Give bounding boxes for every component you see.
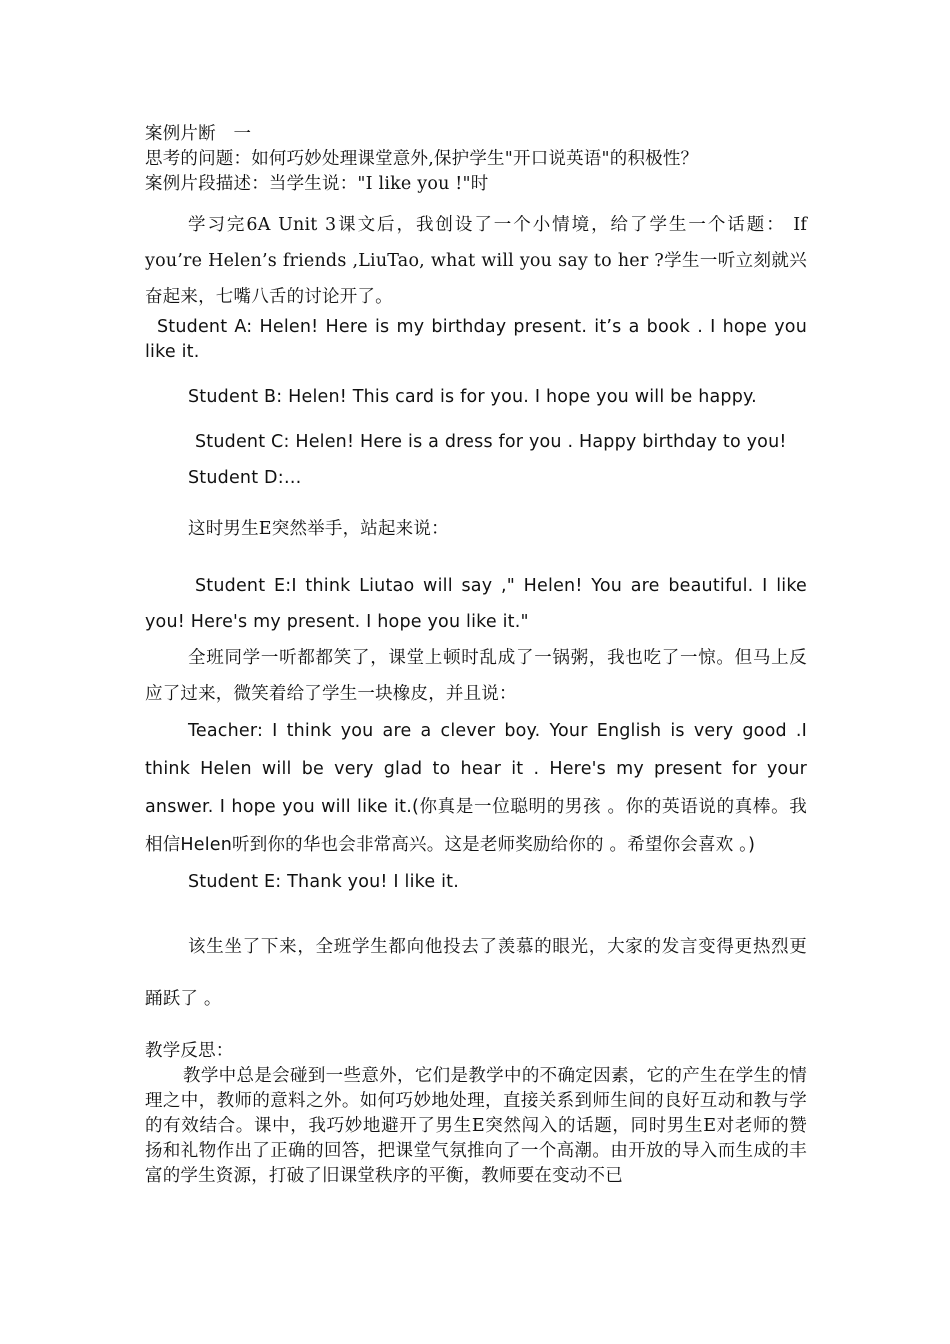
student-a-line: Student A: Helen! Here is my birthday present. it’s a book . I hope you like it.	[145, 317, 807, 362]
student-e-line: Student E:I think Liutao will say ," Helen! You are beautiful. I like you! Here's my present. I hope you like it."	[145, 576, 807, 632]
document-page	[145, 122, 807, 1189]
reflection-paragraph: 教学中总是会碰到一些意外，它们是教学中的不确定因素，它的产生在学生的情理之中，教师的意料之外。如何巧妙地处理，直接关系到师生间的良好互动和教与学的有效结合。课中，我巧妙地避开了男生E突然闯入的话题，同时男生E对老师的赞扬和礼物作出了正确的回答，把课堂气氛推向了一个高潮。由开放的导入而生成的丰富的学生资源，打破了旧课堂秩序的平衡，教师要在变动不已	[145, 1066, 807, 1186]
boy-e-stands-line: 这时男生E突然举手，站起来说：	[188, 519, 449, 539]
reflection-heading: 教学反思：	[145, 1041, 234, 1061]
thinking-question: 思考的问题：如何巧妙处理课堂意外,保护学生"开口说英语"的积极性？	[145, 149, 699, 169]
student-d-line: Student D:…	[188, 468, 302, 488]
student-e-thanks-line: Student E: Thank you! I like it.	[188, 872, 459, 892]
student-b-line: Student B: Helen! This card is for you. I hope you will be happy.	[188, 387, 757, 407]
case-title: 案例片断 一	[145, 124, 252, 144]
student-c-line: Student C: Helen! Here is a dress for you . Happy birthday to you!	[195, 432, 787, 452]
intro-paragraph: 学习完6A Unit 3课文后，我创设了一个小情境，给了学生一个话题： If you’re Helen’s friends ,LiuTao, what will you say to her ?学生一听立刻就兴奋起来，七嘴八舌的讨论开了。	[145, 215, 807, 307]
class-reaction-paragraph: 全班同学一听都都笑了，课堂上顿时乱成了一锅粥，我也吃了一惊。但马上反应了过来，微笑着给了学生一块橡皮，并且说：	[145, 648, 807, 704]
case-description: 案例片段描述：当学生说："I like you !"时	[145, 174, 489, 194]
outcome-paragraph: 该生坐了下来，全班学生都向他投去了羡慕的眼光，大家的发言变得更热烈更踊跃了 。	[145, 937, 807, 1009]
teacher-reply-paragraph: Teacher: I think you are a clever boy. Your English is very good .I think Helen will be very glad to hear it . Here's my present for your answer. I hope you will like it.(你真是一位聪明的男孩 。你的英语说的真棒。我相信Helen听到你的华也会非常高兴。这是老师奖励给你的 。希望你会喜欢 。)	[145, 721, 807, 855]
